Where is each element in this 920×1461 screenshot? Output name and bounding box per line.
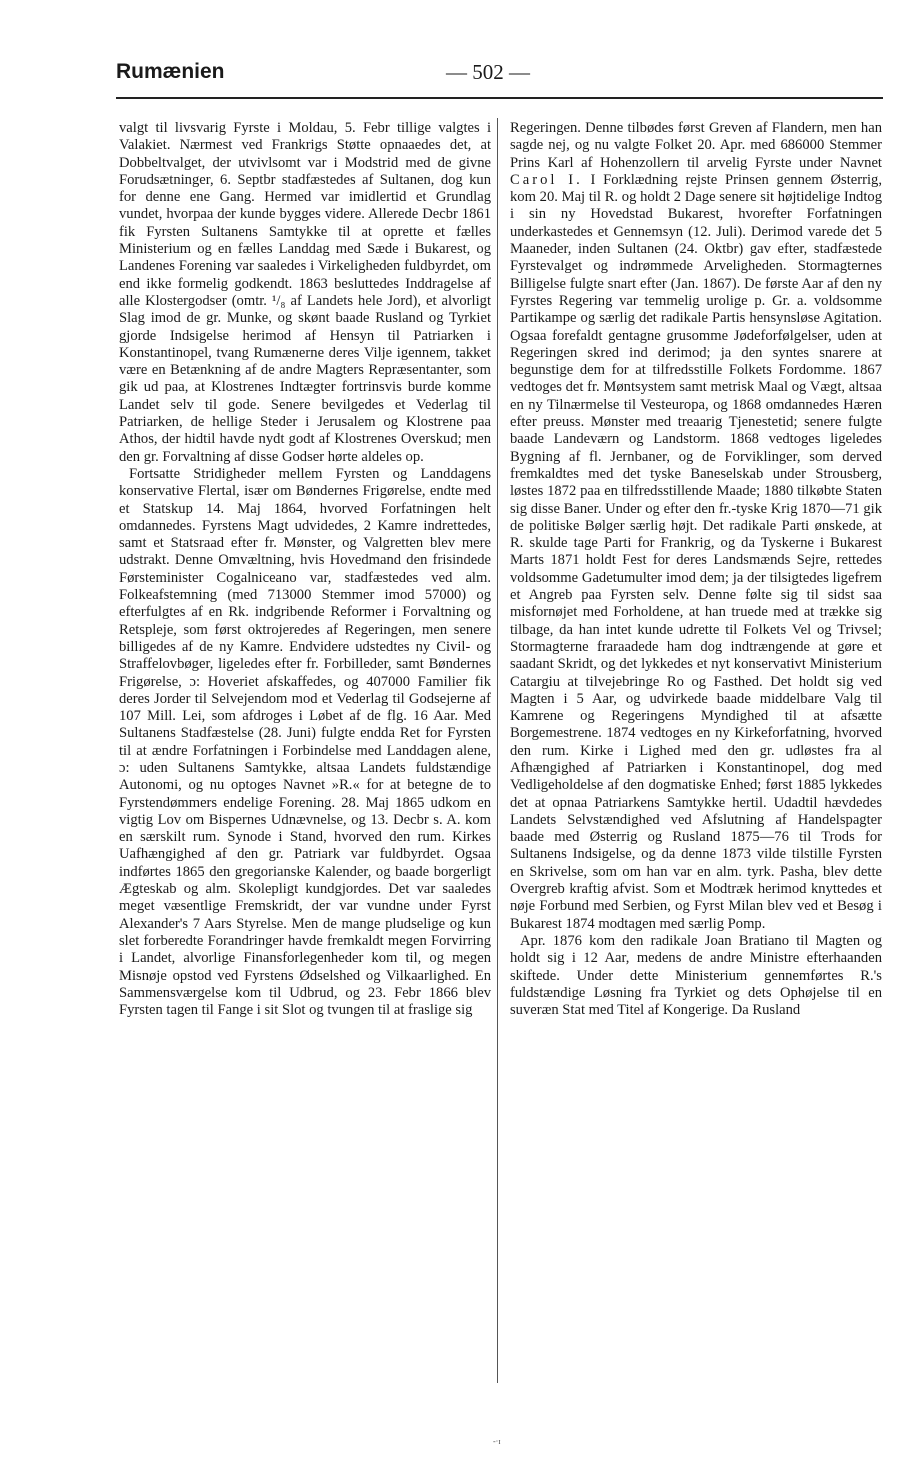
paragraph xyxy=(510,120,882,933)
column-divider xyxy=(497,118,498,1383)
left-column xyxy=(119,120,491,1019)
paragraph: Fortsatte Stridigheder mellem Fyrsten og Landdagens konservative Flertal, især om Bøndernes Frigørelse, endte med et Statskup 14. Maj 1864, hvorved Forfatningen helt omdannedes. Fyrstens Magt udvidedes, 2 Kamre indrettedes, samt et Statsraad efter fr. Mønster, og Valgretten blev mere udstrakt. Denne Omvæltning, hvis Hovedmand den frisindede Førsteminister Cogalniceano var, stadfæstedes ved alm. Folkeafstemning (med 713000 Stemmer imod 57000) og efterfulgtes af en Rk. indgribende Reformer i Forvaltning og Retspleje, som først oktrojeredes af Regeringen, men senere billigedes af de ny Kamre. Endvidere udstedtes ny Civil- og Straffelovbøger, ligeledes efter fr. Forbilleder, samt Bøndernes Frigørelse, ɔ: Hoveriet afskaffedes, og 407000 Familier fik deres Jorder til Selvejendom mod et Vederlag til Godsejerne af 107 Mill. Lei, som afdroges i Løbet af de flg. 16 Aar. Med Sultanens Stadfæstelse (28. Juni) fulgte endda Ret for Fyrsten til at ændre Forfatningen i Forbindelse med Landdagen alene, ɔ: uden Sultanens Samtykke, altsaa Landets fuldstændige Autonomi, og nu optoges Navnet »R.« for at betegne de to Fyrstendømmers endelige Forening. 28. Maj 1865 udkom en vigtig Lov om Bispernes Udnævnelse, og 13. Decbr s. A. kom en særskilt rum. Synode i Stand, hvorved den rum. Kirkes Uafhængighed af den gr. Patriark var fuldbyrdet. Ogsaa indførtes 1865 den gregorianske Kalender, og baade borgerligt Ægteskab og alm. Skolepligt kundgjordes. Det var saaledes meget væsentlige Fremskridt, der var vundne under Fyrst Alexander's 7 Aars Styrelse. Men de mange pludselige og kun slet forberedte Forandringer havde fremkaldt megen Forvirring i Landet, alvorlige Finansforlegenheder kom til, og megen Misnøje opstod ved Fyrstens Ødselshed og Vilkaarlighed. En Sammensværgelse kom til Udbrud, og 23. Febr 1866 blev Fyrsten tagen til Fange i sit Slot og tvungen til at fraslige sig xyxy=(119,465,491,1019)
spaced-name: Carol I. xyxy=(510,171,583,188)
paragraph-text: I Forklædning rejste Prinsen gennem Østerrig, kom 20. Maj til R. og holdt 2 Dage senere sit højtidelige Indtog i sin ny Hovedstad Bukarest, hvorefter Forfatningen underkastedes et Gennemsyn (12. Juli). Derimod varede det 5 Maaneder, inden Sultanen (24. Oktbr) gav efter, stadfæstede Fyrstevalget og indrømmede Arveligheden. Stormagternes Billigelse fulgte snart efter (Jan. 1867). De første Aar af den ny Fyrstes Regering var temmelig urolige p. Gr. a. voldsomme Partikampe og særlig det radikale Partis hensynsløse Agitation. Ogsaa forefaldt gentagne grusomme Jødeforfølgelser, uden at Regeringen skred ind derimod; ja den syntes snarere at begunstige dem for at tilfredsstille Folkets Fordomme. 1867 vedtoges det fr. Møntsystem samt metrisk Maal og Vægt, altsaa en ny Tilnærmelse til Vesteuropa, og 1868 omdannedes Hæren efter preuss. Mønster med treaarig Tjenestetid; senere fulgte baade Landeværn og Landstorm. 1868 vedtoges ligeledes Bygning af fl. Jernbaner, og de Forviklinger, som derved fremkaldtes med det tyske Baneselskab under Strousberg, løstes 1872 paa en tilfredsstillende Maade; 1880 tilkøbte Staten sig disse Baner. Under og efter den fr.-tyske Krig 1870—71 gik de politiske Bølger særlig højt. Det radikale Parti ønskede, at R. skulde tage Parti for Frankrig, og da Tyskerne i Bukarest Marts 1871 holdt Fest for deres Landsmænds Sejre, rettedes voldsomme Gadetumulter imod dem; ja der tilsigtedes ligefrem et Angreb paa Fyrsten selv. Denne følte sig til sidst saa misfornøjet med Forholdene, at han truede med at trække sig tilbage, da han intet kunde udrette til Folkets Vel og Trivsel; Stormagterne fraraadede ham dog indtrængende at gøre et saadant Skridt, og det lykkedes et nyt konservativt Ministerium Catargiu at tilvejebringe Ro og Fasthed. Det holdt sig ved Magten i 5 Aar, og udvirkede baade middelbare Valg til Kamrene og Regeringens Myndighed til at afsætte Borgemestrene. 1874 vedtoges en ny Kirkeforfatning, hvorved den rum. Kirke i Lighed med den gr. udløstes fra al Afhængighed af Patriarken i Konstantinopel, dog med Vedligeholdelse af den dogmatiske Enhed; først 1885 lykkedes det at opnaa Patriarkens Samtykke hertil. Udadtil hævdedes Landets Selvstændighed ved Afslutning af Handelspagter baade med Østerrig og Rusland 1875—76 til Trods for Sultanens Indsigelse, og da denne 1873 vilde tilstille Fyrsten en Skrivelse, som om han var en alm. tyrk. Pasha, blev dette Overgreb kraftig afvist. Som et Modtræk herimod knyttedes et nøje Forbund med Serbien, og Fyrst Milan blev ved et Besøg i Bukarest 1874 modtagen med særlig Pomp. xyxy=(510,171,882,932)
stray-mark: -·ɪ xyxy=(493,1437,501,1446)
page-number: — 502 — xyxy=(446,60,530,84)
running-header xyxy=(116,60,798,96)
paragraph: Apr. 1876 kom den radikale Joan Bratiano til Magten og holdt sig i 12 Aar, medens de andre Ministre efterhaanden skiftede. Under dette Ministerium gennemførtes R.'s fuldstændige Løsning fra Tyrkiet og dets Ophøjelse til en suveræn Stat med Titel af Kongerige. Da Rusland xyxy=(510,932,882,1019)
right-column xyxy=(510,120,882,1019)
header-rule xyxy=(116,97,883,99)
paragraph: valgt til livsvarig Fyrste i Moldau, 5. Febr tillige valgtes i Valakiet. Nærmest ved Frankrigs Støtte opnaaedes det, at Dobbeltvalget, der utvivlsomt var i Modstrid med de givne Forudsætninger, 6. Septbr stadfæstedes af Sultanen, dog kun for denne ene Gang. Hermed var imidlertid et Grundlag vundet, hvorpaa der kunde bygges videre. Allerede Decbr 1861 fik Fyrsten Sultanens Samtykke til at oprette et fælles Ministerium og en fælles Landdag med Sæde i Bukarest, og Landenes Forening var saaledes i Virkeligheden fuldbyrdet, om end ikke formelig godkendt. 1863 besluttedes Inddragelse af alle Klostergodser (omtr. ¹/₈ af Landets hele Jord), et alvorligt Slag imod de gr. Munke, og skønt baade Rusland og Tyrkiet gjorde Indsigelse herimod af Hensyn til Patriarken i Konstantinopel, tvang Rumænerne deres Vilje igennem, takket være en Betænkning af de andre Magters Repræsentanter, som gik ud paa, at Klostrenes Indtægter fortrinsvis burde komme Landet selv til gode. Senere bevilgedes et Vederlag til Patriarken, de hellige Steder i Jerusalem og Klostrene paa Athos, der hidtil havde nydt godt af Klostrenes Overskud; men den gr. Forvaltning af disse Godser hørte aldeles op. xyxy=(119,120,491,465)
section-title: Rumænien xyxy=(116,60,225,83)
paragraph-text: Regeringen. Denne tilbødes først Greven af Flandern, men han sagde nej, og nu valgte Folket 20. Apr. med 686000 Stemmer Prins Karl af Hohenzollern til arvelig Fyrste under Navnet xyxy=(510,120,882,171)
